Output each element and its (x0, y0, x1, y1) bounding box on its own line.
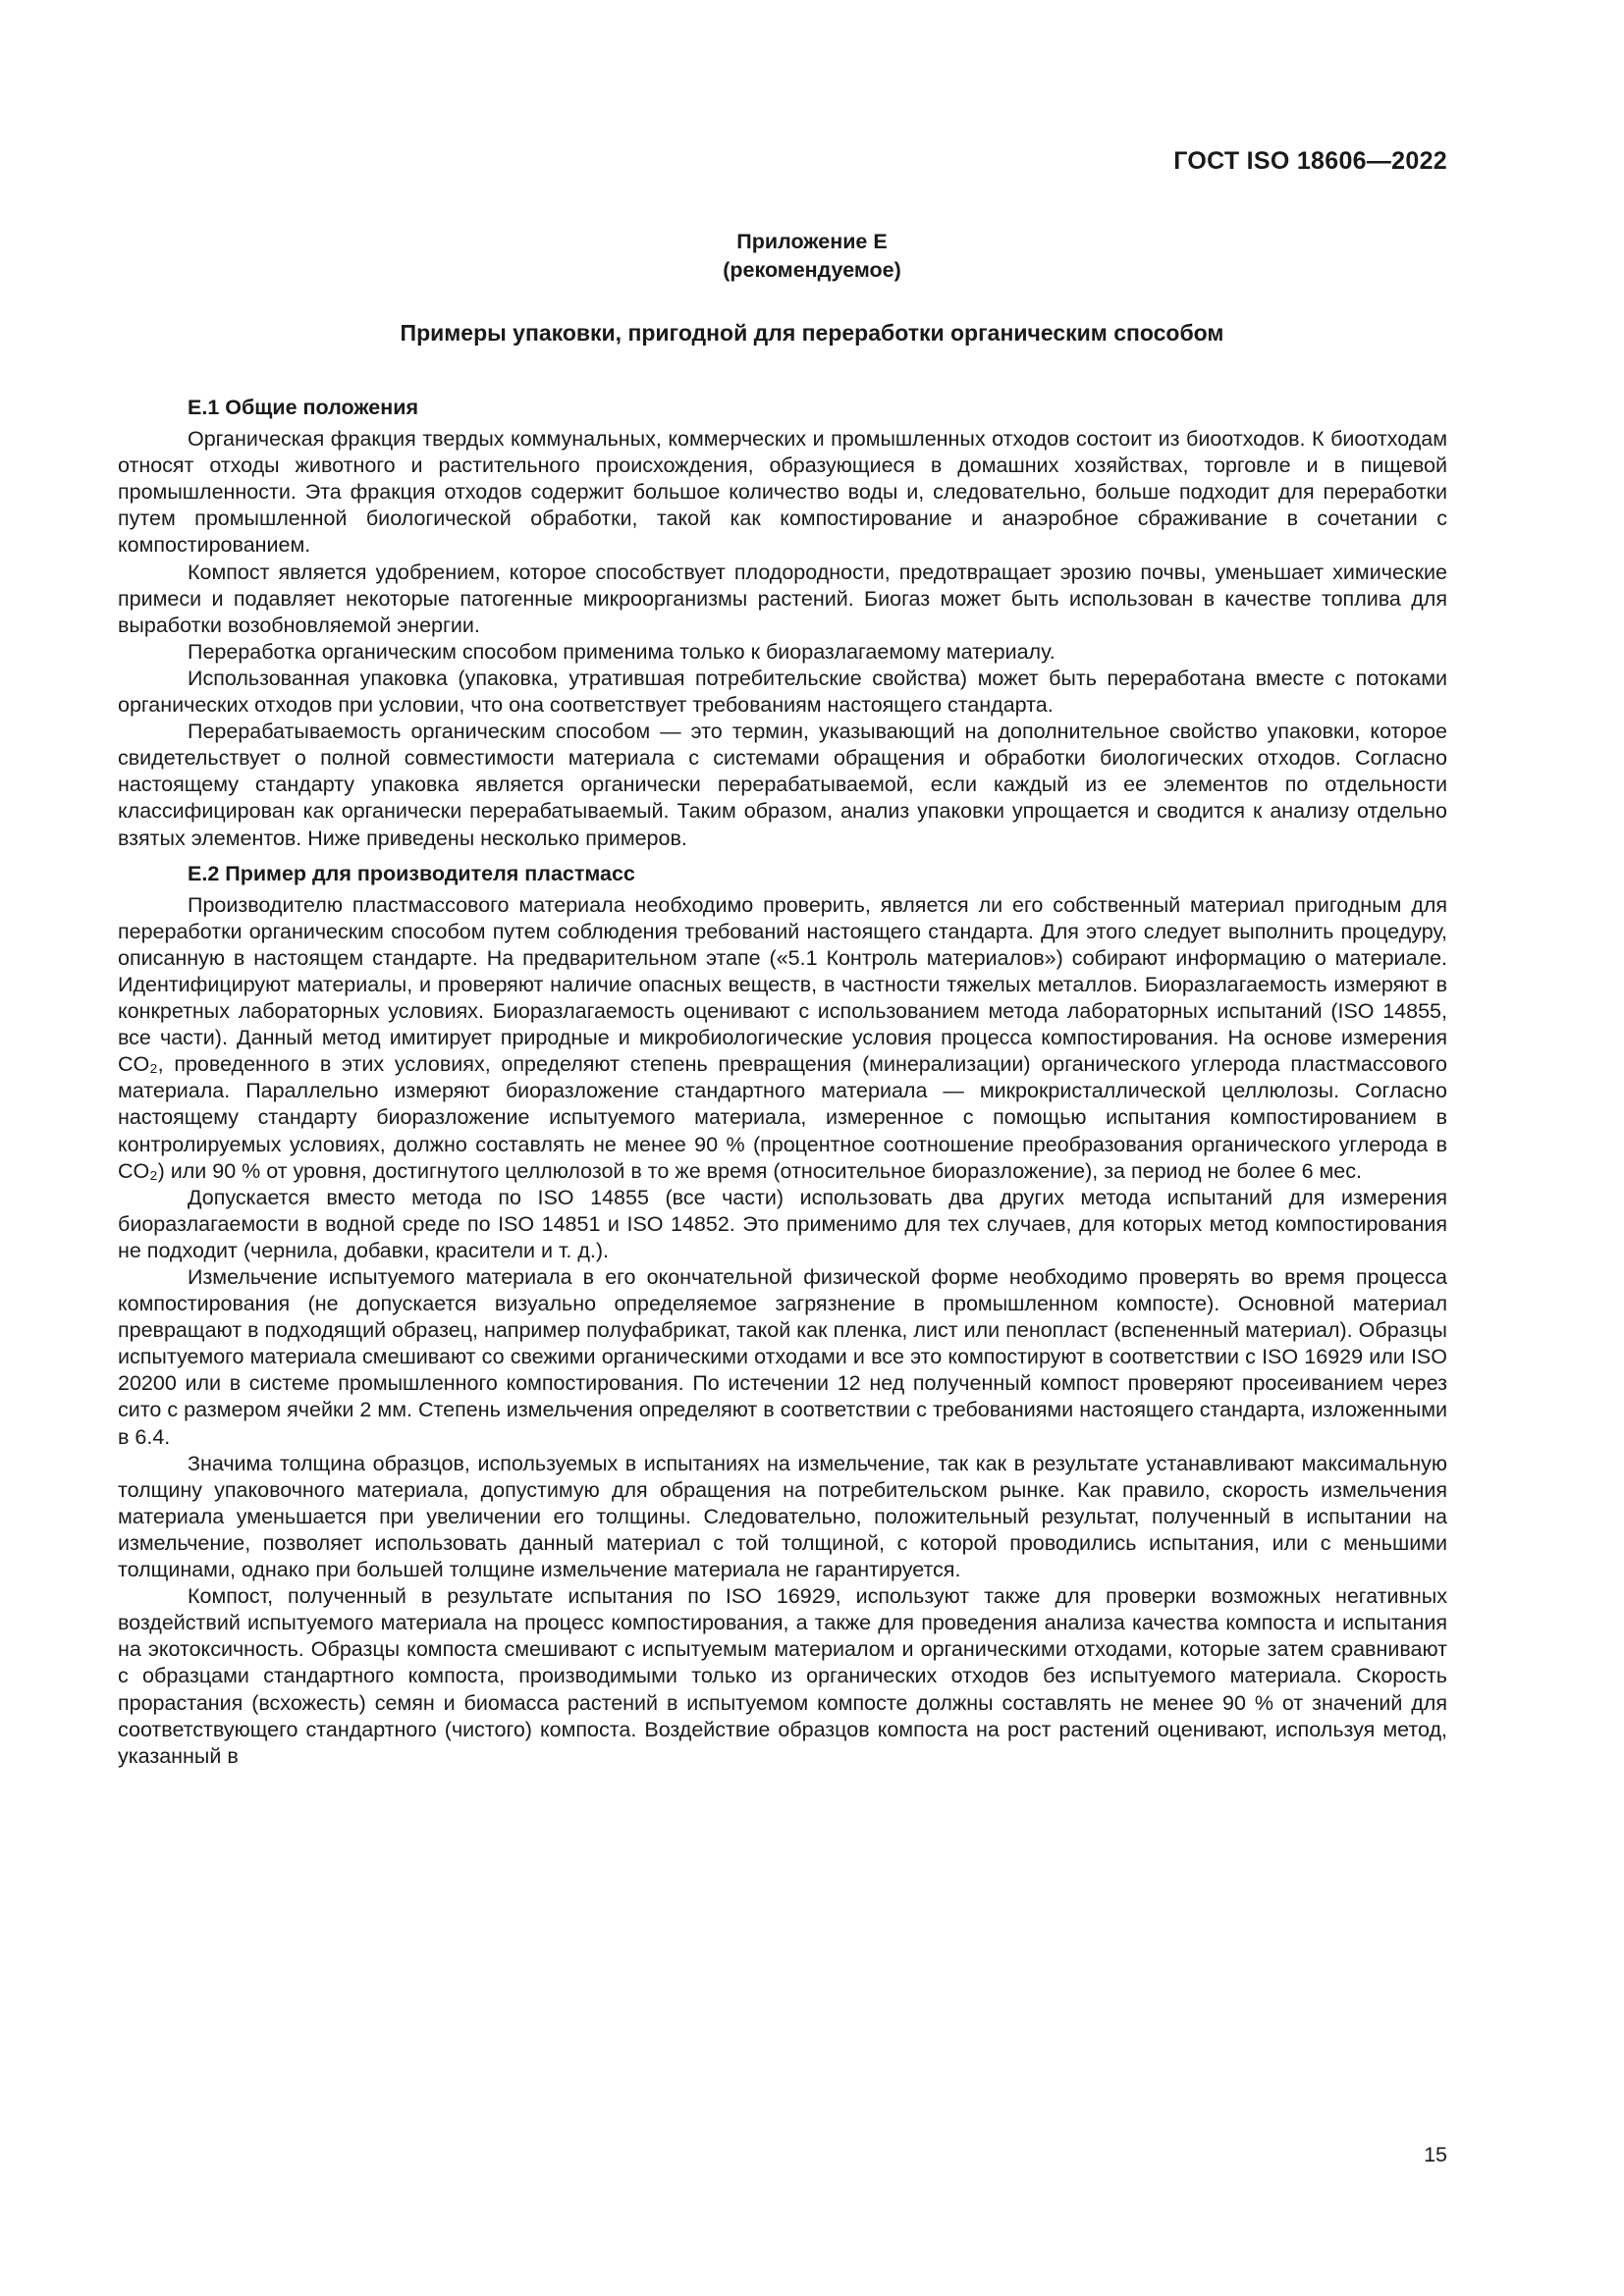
section-heading: Е.1 Общие положения (188, 396, 419, 419)
paragraph: Использованная упаковка (упаковка, утратившая потребительские свойства) может быть переработана вместе с потоками органических отходов при условии, что она соответствует требованиям настоящего стандарта. (118, 666, 1447, 718)
paragraph: Компост, полученный в результате испытания по ISO 16929, используют также для проверки возможных негативных воздействий испытуемого материала на процесс компостирования, а также для проведения анализа качества компоста и испытания на экотоксичность. Образцы компоста смешивают с испытуемым материалом и органическими отходами, которые затем сравнивают с образцами стандартного компоста, производимыми только из органических отходов без испытуемого материала. Скорость прорастания (всхожесть) семян и биомасса растений в испытуемом компосте должны составлять не менее 90 % от значений для соответствующего стандартного (чистого) компоста. Воздействие образцов компоста на рост растений оценивают, используя метод, указанный в (118, 1584, 1447, 1768)
page-number: 15 (1424, 2143, 1447, 2166)
paragraph: Перерабатываемость органическим способом — это термин, указывающий на дополнительное свойство упаковки, которое свидетельствует о полной совместимости материала с системами обращения и обработки биологических отходов. Согласно настоящему стандарту упаковка является органически перерабатываемой, если каждый из ее элементов по отдельности классифицирован как органически перерабатываемый. Таким образом, анализ упаковки упрощается и сводится к анализу отдельно взятых элементов. Ниже приведены несколько примеров. (118, 720, 1447, 850)
paragraph: Допускается вместо метода по ISO 14855 (все части) использовать два других метода испытаний для измерения биоразлагаемости в водной среде по ISO 14851 и ISO 14852. Это применимо для тех случаев, для которых метод компостирования не подходит (чернила, добавки, красители и т. д.). (118, 1185, 1447, 1262)
paragraph: Переработка органическим способом применима только к биоразлагаемому материалу. (188, 639, 1056, 664)
section-e1 (118, 395, 1447, 852)
paragraph: Измельчение испытуемого материала в его окончательной физической форме необходимо проверять во время процесса компостирования (не допускается визуально определяемое загрязнение в промышленном компосте). Основной материал превращают в подходящий образец, например полуфабрикат, такой как пленка, лист или пенопласт (вспененный материал). Образцы испытуемого материала смешивают со свежими органическими отходами и все это компостируют в соответствии с ISO 16929 или ISO 20200 или в системе промышленного компостирования. По истечении 12 нед полученный компост проверяют просеиванием через сито с размером ячейки 2 мм. Степень измельчения определяют в соответствии с требованиями настоящего стандарта, изложенными в 6.4. (118, 1265, 1447, 1449)
document-body (118, 395, 1447, 1770)
section-heading: Е.2 Пример для производителя пластмасс (188, 861, 635, 885)
annex-status: (рекомендуемое) (723, 258, 901, 282)
annex-title: Примеры упаковки, пригодной для переработки органическим способом (400, 320, 1224, 346)
document-code: ГОСТ ISO 18606—2022 (1173, 147, 1447, 175)
paragraph: Производителю пластмассового материала необходимо проверить, является ли его собственный материал пригодным для переработки органическим способом путем соблюдения требований настоящего стандарта. Для этого следует выполнить процедуру, описанную в настоящем стандарте. На предварительном этапе («5.1 Контроль материалов») собирают информацию о материале. Идентифицируют материалы, и проверяют наличие опасных веществ, в частности тяжелых металлов. Биоразлагаемость измеряют в конкретных лабораторных условиях. Биоразлагаемость оценивают с использованием метода лабораторных испытаний (ISO 14855, все части). Данный метод имитирует природные и микробиологические условия процесса компостирования. На основе измерения CO₂, проведенного в этих условиях, определяют степень превращения (минерализации) органического углерода пластмассового материала. Параллельно измеряют биоразложение стандартного материала — микрокристаллической целлюлозы. Согласно настоящему стандарту биоразложение испытуемого материала, измеренное с помощью испытания компостированием в контролируемых условиях, должно составлять не менее 90 % (процентное соотношение преобразования органического углерода в CO₂) или 90 % от уровня, достигнутого целлюлозой в то же время (относительное биоразложение), за период не более 6 мес. (118, 892, 1447, 1183)
paragraph: Компост является удобрением, которое способствует плодородности, предотвращает эрозию почвы, уменьшает химические примеси и подавляет некоторые патогенные микроорганизмы растений. Биогаз может быть использован в качестве топлива для выработки возобновляемой энергии. (118, 560, 1447, 637)
annex-label: Приложение Е (736, 230, 888, 253)
paragraph: Значима толщина образцов, используемых в испытаниях на измельчение, так как в результате устанавливают максимальную толщину упаковочного материала, допустимую для обращения на потребительском рынке. Как правило, скорость измельчения материала уменьшается при увеличении его толщины. Следовательно, положительный результат, полученный в испытании на измельчение, позволяет использовать данный материал с той толщиной, с которой проводились испытания, или с меньшими толщинами, однако при большей толщине измельчение материала не гарантируется. (118, 1451, 1447, 1582)
section-e2 (118, 861, 1447, 1770)
paragraph: Органическая фракция твердых коммунальных, коммерческих и промышленных отходов состоит из биоотходов. К биоотходам относят отходы животного и растительного происхождения, образующиеся в домашних хозяйствах, торговле и в пищевой промышленности. Эта фракция отходов содержит большое количество воды и, следовательно, больше подходит для переработки путем промышленной биологической обработки, такой как компостирование и анаэробное сбраживание в сочетании с компостированием. (118, 427, 1447, 558)
annex-heading (0, 228, 1624, 285)
